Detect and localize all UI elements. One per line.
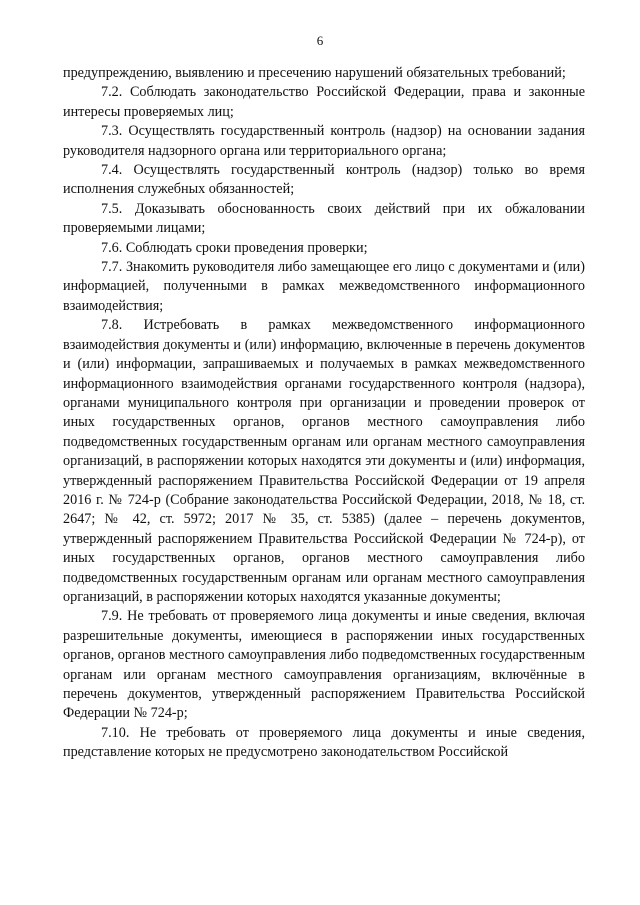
- paragraph-7-9: 7.9. Не требовать от проверяемого лица документы и иные сведения, включая разрешительные документы, имеющиеся в распоряжении иных государственных органов, органов местного самоуправления либо подведомственных государственным органам или органам местного самоуправления организациям, включённые в перечень документов, утвержденный распоряжением Правительства Российской Федерации № 724-р;: [63, 608, 585, 722]
- page-number: 6: [316, 33, 324, 48]
- paragraph-7-3: 7.3. Осуществлять государственный контроль (надзор) на основании задания руководителя надзорного органа или территориального органа;: [63, 123, 585, 159]
- paragraph-7-6: 7.6. Соблюдать сроки проведения проверки;: [101, 239, 368, 256]
- paragraph-continuation: предупреждению, выявлению и пресечению нарушений обязательных требований;: [63, 65, 566, 81]
- paragraph-7-5: 7.5. Доказывать обоснованность своих действий при их обжаловании проверяемыми лицами;: [63, 200, 585, 237]
- document-body: [63, 64, 585, 763]
- paragraph-7-8: 7.8. Истребовать в рамках межведомственного информационного взаимодействия документы и (или) информацию, включенные в перечень документов и (или) информации, запрашиваемых и получаемых в рамках межведомственного информационного взаимодействия органами государственного контроля (надзора), органами муниципального контроля при организации и проведении проверок от иных государственных органов, органов местного самоуправления либо подведомственных государственным органам или органам местного самоуправления организаций, в распоряжении которых находятся эти документы и (или) информация, утвержденный распоряжением Правительства Российской Федерации от 19 апреля 2016 г. № 724-р (Собрание законодательства Российской Федерации, 2018, № 18, ст. 2647; № 42, ст. 5972; 2017 № 35, ст. 5385) (далее – перечень документов, утвержденный распоряжением Правительства Российской Федерации № 724-р), от иных государственных органов, органов местного самоуправления либо подведомственных государственным органам или органам местного самоуправления организаций, в распоряжении которых находятся указанные документы;: [63, 317, 585, 605]
- paragraph-7-2: 7.2. Соблюдать законодательство Российской Федерации, права и законные интересы проверяемых лиц;: [63, 84, 585, 120]
- paragraph-7-10: 7.10. Не требовать от проверяемого лица документы и иные сведения, представление которых не предусмотрено законодательством Российской: [63, 724, 585, 761]
- paragraph-7-7: 7.7. Знакомить руководителя либо замещающее его лицо с документами и (или) информацией, полученными в рамках межведомственного информационного взаимодействия;: [63, 259, 585, 314]
- paragraph-7-4: 7.4. Осуществлять государственный контроль (надзор) только во время исполнения служебных обязанностей;: [63, 162, 585, 198]
